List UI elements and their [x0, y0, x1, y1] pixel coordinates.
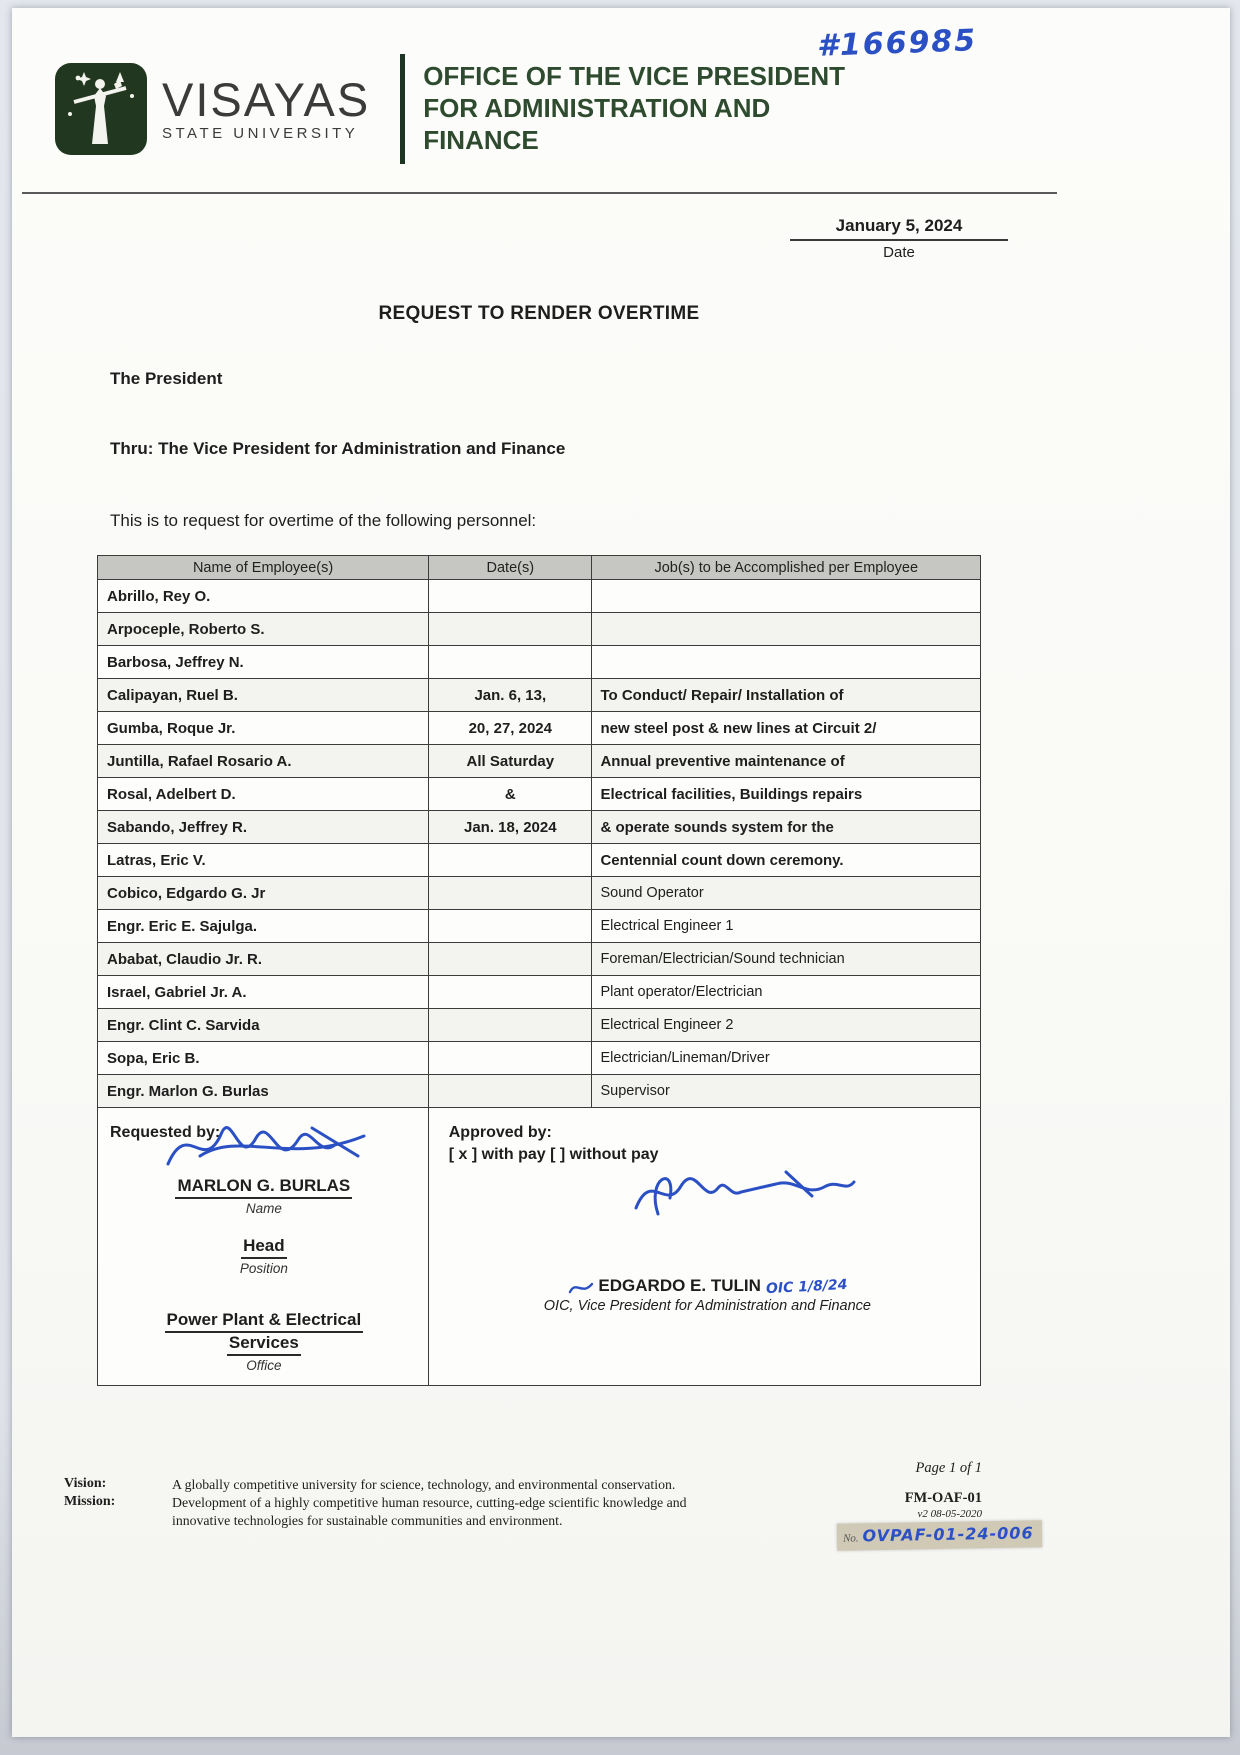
employee-name-cell: Cobico, Edgardo G. Jr: [98, 877, 429, 910]
office-title-line-2: FOR ADMINISTRATION AND: [423, 93, 771, 124]
approved-name-row: [449, 1276, 966, 1296]
signature-section: [97, 1108, 981, 1386]
job-cell: Centennial count down ceremony.: [592, 844, 981, 877]
office-caption: Office: [246, 1358, 282, 1373]
job-cell: & operate sounds system for the: [592, 811, 981, 844]
mission-label: Mission:: [64, 1494, 116, 1509]
approved-title: OIC, Vice President for Administration and Finance: [543, 1298, 871, 1314]
approved-name: EDGARDO E. TULIN: [598, 1276, 761, 1295]
approved-initial-mark-icon: [568, 1278, 594, 1296]
intro-line: This is to request for overtime of the following personnel:: [110, 511, 537, 530]
employee-name-cell: Calipayan, Ruel B.: [98, 679, 429, 712]
job-cell: Foreman/Electrician/Sound technician: [592, 943, 981, 976]
date-cell: Jan. 6, 13,: [429, 679, 592, 712]
document-title: REQUEST TO RENDER OVERTIME: [378, 303, 700, 324]
requested-by-label: Requested by:: [110, 1124, 221, 1141]
vision-row: [64, 1476, 724, 1494]
requested-signature: [160, 1108, 375, 1186]
page-indicator: Page 1 of 1: [915, 1460, 982, 1476]
date-cell: Jan. 18, 2024: [429, 811, 592, 844]
job-cell: Sound Operator: [592, 877, 981, 910]
university-name: VISAYAS: [162, 73, 371, 126]
university-subtitle: STATE UNIVERSITY: [162, 125, 359, 142]
office-title-line-3: FINANCE: [423, 124, 539, 155]
addressee-line: The President: [110, 369, 223, 388]
approved-signature: [624, 1156, 859, 1228]
university-wordmark: [162, 73, 371, 142]
employee-name-cell: Rosal, Adelbert D.: [98, 778, 429, 811]
date-cell: [429, 976, 592, 1009]
table-row: [98, 778, 981, 811]
job-cell: Supervisor: [592, 1075, 981, 1108]
thru-line: Thru: The Vice President for Administration and Finance: [110, 439, 566, 458]
date-cell: [429, 1042, 592, 1075]
header-dates: Date(s): [429, 556, 592, 580]
name-caption: Name: [245, 1201, 282, 1216]
table-row: [98, 976, 981, 1009]
date-cell: [429, 910, 592, 943]
job-cell: Electrical Engineer 2: [592, 1009, 981, 1042]
date-cell: [429, 943, 592, 976]
job-cell: Plant operator/Electrician: [592, 976, 981, 1009]
employee-name-cell: Engr. Eric E. Sajulga.: [98, 910, 429, 943]
header-name-of-employees: Name of Employee(s): [98, 556, 429, 580]
employee-name-cell: Juntilla, Rafael Rosario A.: [98, 745, 429, 778]
job-cell: [592, 580, 981, 613]
date-block: [790, 216, 1008, 261]
pay-options: [ x ] with pay [ ] without pay: [448, 1146, 659, 1163]
handwritten-tracking-number: #166985: [816, 23, 978, 64]
job-cell: [592, 613, 981, 646]
date-cell: [429, 1009, 592, 1042]
table-row: [98, 646, 981, 679]
job-cell: Electrician/Lineman/Driver: [592, 1042, 981, 1075]
date-cell: 20, 27, 2024: [429, 712, 592, 745]
job-cell: Annual preventive maintenance of: [592, 745, 981, 778]
office-title: [423, 61, 845, 156]
table-row: [98, 1042, 981, 1075]
mission-text: Development of a highly competitive human resource, cutting-edge scientific knowledge and innovative technologies for sustainable communities and environment.: [172, 1495, 687, 1528]
date-cell: &: [429, 778, 592, 811]
header-rule: [22, 192, 1057, 194]
vision-text: A globally competitive university for science, technology, and environmental conservation.: [172, 1477, 676, 1492]
form-code: FM-OAF-01: [904, 1490, 982, 1506]
table-row: [98, 712, 981, 745]
employee-name-cell: Sopa, Eric B.: [98, 1042, 429, 1075]
requested-position: Head: [241, 1236, 287, 1259]
date-value: January 5, 2024: [790, 216, 1008, 241]
job-cell: Electrical Engineer 1: [592, 910, 981, 943]
approved-handwritten-note: OIC 1/8/24: [765, 1276, 848, 1298]
approved-by-block: [429, 1108, 980, 1385]
employee-name-cell: Engr. Marlon G. Burlas: [98, 1075, 429, 1108]
approved-by-label: Approved by:: [448, 1124, 552, 1141]
requested-office-line-2: Services: [227, 1333, 301, 1356]
table-row: [98, 1009, 981, 1042]
employee-name-cell: Israel, Gabriel Jr. A.: [98, 976, 429, 1009]
employee-name-cell: Barbosa, Jeffrey N.: [98, 646, 429, 679]
date-cell: [429, 877, 592, 910]
table-row: [98, 877, 981, 910]
job-cell: new steel post & new lines at Circuit 2/: [592, 712, 981, 745]
date-cell: [429, 1075, 592, 1108]
employee-name-cell: Abrillo, Rey O.: [98, 580, 429, 613]
table-row: [98, 613, 981, 646]
date-label: Date: [883, 244, 915, 261]
vsu-logo: [54, 62, 148, 156]
employee-table-body: [98, 580, 981, 1108]
table-row: [98, 580, 981, 613]
form-number-sticker: [837, 1520, 1042, 1551]
requested-by-block: [98, 1108, 429, 1385]
date-cell: [429, 580, 592, 613]
employee-name-cell: Latras, Eric V.: [98, 844, 429, 877]
employee-name-cell: Gumba, Roque Jr.: [98, 712, 429, 745]
form-number-label: No.: [843, 1532, 860, 1545]
vsu-logo-graphic: [54, 62, 148, 156]
date-cell: [429, 646, 592, 679]
requested-office-line-1: Power Plant & Electrical: [165, 1310, 364, 1333]
form-version: v2 08-05-2020: [917, 1508, 982, 1520]
table-row: [98, 811, 981, 844]
date-cell: All Saturday: [429, 745, 592, 778]
position-caption: Position: [239, 1261, 288, 1276]
overtime-table: [97, 555, 981, 1108]
job-cell: [592, 646, 981, 679]
table-row: [98, 679, 981, 712]
document-page: [12, 8, 1230, 1737]
letterhead: [12, 8, 1230, 164]
employee-name-cell: Arpoceple, Roberto S.: [98, 613, 429, 646]
job-cell: Electrical facilities, Buildings repairs: [592, 778, 981, 811]
table-row: [98, 943, 981, 976]
date-cell: [429, 613, 592, 646]
employee-name-cell: Ababat, Claudio Jr. R.: [98, 943, 429, 976]
office-title-line-1: OFFICE OF THE VICE PRESIDENT: [423, 61, 846, 92]
table-header-row: [98, 556, 981, 580]
date-cell: [429, 844, 592, 877]
table-row: [98, 745, 981, 778]
requested-name-stack: [110, 1176, 418, 1373]
table-row: [98, 1075, 981, 1108]
mission-row: [64, 1494, 724, 1530]
requested-name: MARLON G. BURLAS: [175, 1176, 352, 1199]
table-row: [98, 910, 981, 943]
table-row: [98, 844, 981, 877]
vision-label: Vision:: [64, 1476, 107, 1491]
job-cell: To Conduct/ Repair/ Installation of: [592, 679, 981, 712]
header-divider: [400, 54, 405, 164]
form-number-value: OVPAF-01-24-006: [862, 1523, 1035, 1546]
employee-name-cell: Sabando, Jeffrey R.: [98, 811, 429, 844]
header-jobs: Job(s) to be Accomplished per Employee: [592, 556, 981, 580]
employee-name-cell: Engr. Clint C. Sarvida: [98, 1009, 429, 1042]
